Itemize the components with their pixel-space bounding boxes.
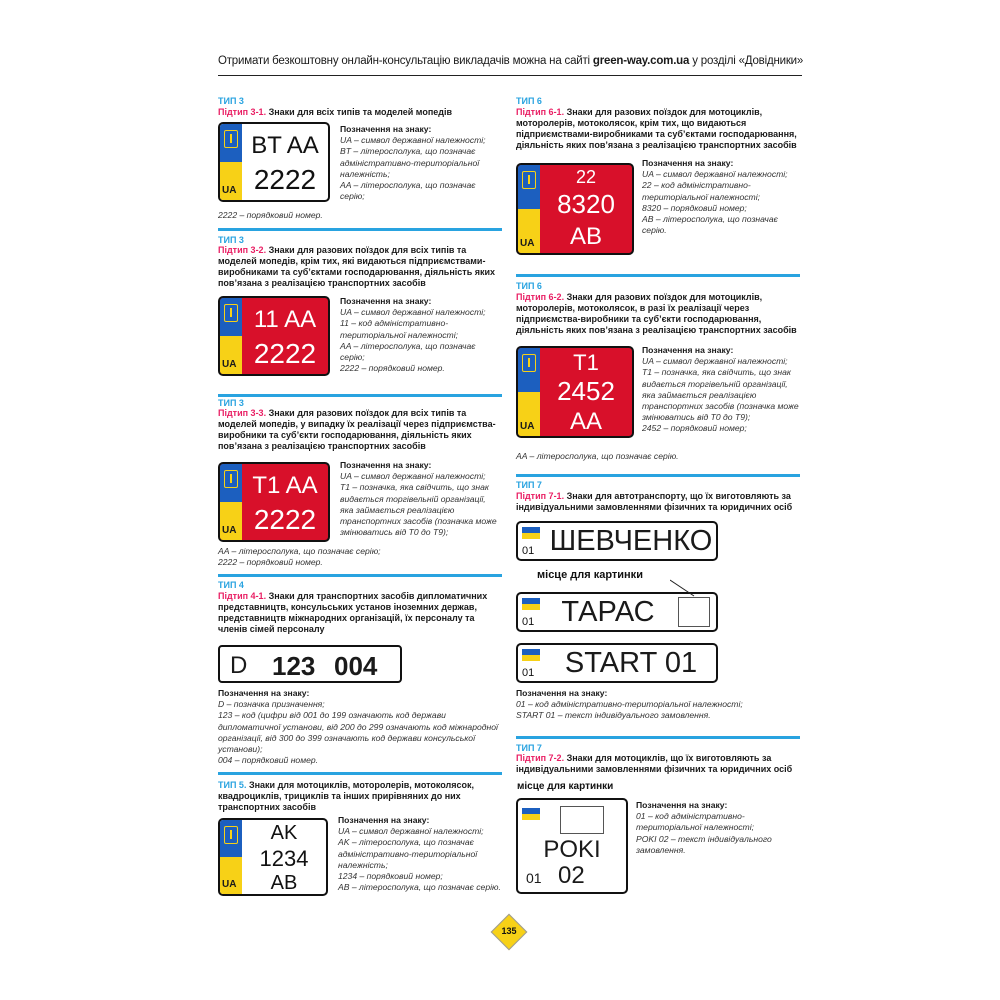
subtype-number: Підтип 4-1.: [218, 591, 267, 601]
section-tag: ТИП 6: [516, 96, 542, 106]
subtype-title: [218, 591, 503, 635]
subtype-title: [218, 408, 503, 452]
moto-plate: [516, 163, 634, 255]
plate-description: [340, 460, 500, 538]
plate-prefix: D: [230, 652, 248, 679]
subtype-number: Підтип 6-1.: [516, 107, 565, 117]
image-placeholder-label: місце для картинки: [517, 781, 614, 792]
trident-icon: [224, 470, 238, 488]
image-placeholder-label: місце для картинки: [537, 569, 643, 581]
subtype-text: Знаки для разових поїздок для всіх типів та моделей мопедів, крім тих, які видаються підприємствами-виробниками та суб’єктами господарювання, діяльність яких пов’язана з реалізацією транспортних засобів: [218, 245, 496, 288]
subtype-text: Знаки для разових поїздок для мотоциклів, моторолерів, мотоколясок, крім тих, що видаються підприємствами-виробниками та суб’єктами господарювання, діяльність яких пов’язана з реалізацією транспортних засобів: [516, 107, 797, 150]
desc-item: 01 – код адміністративно-територіальної належності;: [636, 811, 754, 833]
desc-item: UA – символ державної належності;: [338, 826, 484, 837]
plate-ua: UA: [222, 879, 237, 890]
image-placeholder: [560, 806, 604, 834]
desc-note: 2222 – порядковий номер.: [218, 210, 323, 220]
custom-plate: [516, 643, 718, 683]
plate-description: [516, 688, 801, 722]
plate-description: [636, 800, 801, 856]
section-divider: [218, 574, 502, 577]
subtype-text: Знаки для разових поїздок для мотоциклів, моторолерів, мотоколясок, в разі їх реалізації через підприємства-виробники та суб’єкти господарювання, діяльність яких пов’язана з реалізацією транспортних засобів: [516, 292, 797, 335]
desc-item: 11 – код адміністративно-територіальної належності;: [340, 318, 458, 340]
header-prefix: Отримати безкоштовну онлайн-консультацію викладачів можна на сайті: [218, 55, 593, 67]
plate-code: 01: [522, 545, 535, 557]
image-placeholder: [678, 597, 710, 627]
trident-icon: [224, 130, 238, 148]
subtype-title: [516, 491, 801, 513]
section-tag: ТИП 5.: [218, 780, 247, 790]
desc-item: BT – літеросполука, що позначає адміністративно-територіальної належність;: [340, 146, 480, 179]
desc-item: UA – символ державної належності;: [642, 356, 788, 367]
plate-description: [338, 815, 503, 893]
trident-icon: [224, 826, 238, 844]
subtype-number: Підтип 6-2.: [516, 292, 565, 302]
section-tag: ТИП 3: [218, 398, 244, 408]
section-divider: [218, 394, 502, 397]
ukraine-flag: [522, 527, 540, 539]
plate-line-2: 2222: [253, 164, 317, 195]
page-header: [218, 52, 802, 76]
plate-code: 01: [526, 870, 542, 886]
desc-item: 004 – порядковий номер.: [218, 755, 319, 766]
section-divider: [516, 274, 800, 277]
desc-heading: Позначення на знаку:: [642, 158, 734, 168]
plate-text: ТАРАС: [561, 596, 655, 628]
subtype-number: Підтип 3-3.: [218, 408, 267, 418]
section-tag: ТИП 7: [516, 743, 542, 753]
desc-item: T1 – позначка, яка свідчить, що знак видається торгівельній організації, яка займається реалізацією транспортних засобів (позначка може змінюватись від T0 до T9);: [340, 482, 497, 538]
pointer-line: [670, 578, 700, 598]
desc-heading: Позначення на знаку:: [636, 800, 728, 810]
section-tag: ТИП 3: [218, 96, 244, 106]
desc-item: AA – літеросполука, що позначає серію;: [340, 180, 476, 202]
page-number-text: 135: [501, 926, 517, 936]
plate-ua: UA: [222, 525, 237, 536]
subtype-text: Знаки для автотранспорту, що їх виготовляють за індивідуальними замовленнями фізичних та юридичних осіб: [516, 491, 793, 512]
subtype-title: [516, 107, 801, 151]
subtype-title: [218, 107, 503, 118]
page-number: [489, 919, 529, 945]
plate-line-1: AK: [270, 822, 298, 844]
desc-heading: Позначення на знаку:: [340, 124, 432, 134]
desc-heading: Позначення на знаку:: [516, 688, 608, 698]
desc-item: START 01 – текст індивідуального замовлення.: [516, 710, 711, 721]
plate-line-2: 2452: [557, 376, 615, 406]
license-plate: [218, 296, 330, 376]
section-divider: [218, 228, 502, 231]
plate-text: START 01: [564, 647, 698, 679]
plate-text: ШЕВЧЕНКО: [549, 525, 713, 557]
desc-note: AA – літеросполука, що позначає серію.: [516, 451, 679, 461]
subtype-number: Підтип 3-2.: [218, 245, 267, 255]
trident-icon: [224, 304, 238, 322]
subtype-number: Підтип 7-2.: [516, 753, 565, 763]
plate-description: [340, 124, 500, 202]
desc-item: 22 – код адміністративно-територіальної належності;: [642, 180, 760, 202]
plate-line-1: T1 AA: [252, 472, 318, 499]
custom-plate: [516, 521, 718, 561]
subtype-title: [516, 292, 801, 336]
diplomatic-plate: [218, 645, 402, 683]
section-tag: ТИП 4: [218, 580, 244, 590]
plate-line-1: T1: [573, 350, 599, 375]
plate-line-3: AA: [569, 408, 602, 435]
desc-item: UA – символ державної належності;: [340, 135, 486, 146]
desc-heading: Позначення на знаку:: [642, 345, 734, 355]
desc-item: UA – символ державної належності;: [340, 471, 486, 482]
desc-item: 2222 – порядковий номер.: [340, 363, 445, 374]
plate-line-2: 02: [558, 862, 585, 889]
section-divider: [218, 772, 502, 775]
desc-heading: Позначення на знаку:: [340, 460, 432, 470]
plate-line-2: 2222: [253, 338, 317, 369]
plate-ua: UA: [222, 185, 237, 196]
moto-custom-plate: [516, 798, 628, 894]
section-divider: [516, 474, 800, 477]
subtype-text: Знаки для транспортних засобів дипломатичних представництв, консульських установ іноземних держав, представництв міжнародних організацій, їх персоналу та членів сімей персоналу: [218, 591, 488, 634]
desc-item: UA – символ державної належності;: [340, 307, 486, 318]
subtype-text: Знаки для мотоциклів, що їх виготовляють за індивідуальними замовленнями фізичних та юридичних осіб: [516, 753, 793, 774]
desc-item: UA – символ державної належності;: [642, 169, 788, 180]
plate-line-1: 11 AA: [253, 306, 317, 333]
desc-item: AA – літеросполука, що позначає серію;: [340, 340, 476, 363]
custom-plate: [516, 592, 718, 632]
plate-description: [642, 158, 802, 236]
plate-line-1: BT AA: [251, 132, 319, 159]
plate-number: 004: [334, 651, 378, 681]
header-site: green-way.com.ua: [592, 55, 690, 67]
desc-heading: Позначення на знаку:: [338, 815, 430, 825]
desc-item: 1234 – порядковий номер;: [338, 871, 443, 882]
plate-line-2: 1234: [259, 846, 309, 871]
plate-description: [642, 345, 802, 435]
plate-description: [340, 296, 500, 374]
desc-item: 8320 – порядковий номер;: [642, 202, 747, 213]
desc-item: AB – літеросполука, що позначає серію.: [642, 214, 778, 236]
plate-ua: UA: [520, 421, 535, 432]
subtype-number: Підтип 3-1.: [218, 107, 267, 117]
subtype-text: Знаки для разових поїздок для всіх типів та моделей мопедів, у випадку їх реалізації через підприємства-виробники та суб’єкти господарювання, діяльність яких пов’язана з реалізацією транспортних засобів: [218, 408, 496, 451]
plate-code: 01: [522, 616, 535, 628]
subtype-title: [516, 753, 801, 775]
desc-item: AB – літеросполука, що позначає серію.: [338, 882, 501, 893]
plate-line-2: 2222: [253, 504, 317, 535]
subtype-text: Знаки для всіх типів та моделей мопедів: [266, 107, 453, 117]
plate-line-1: POKI: [543, 836, 601, 863]
header-suffix: у розділі «Довідники»: [689, 55, 804, 67]
section-divider: [516, 736, 800, 739]
desc-item: POKI 02 – текст індивідуального замовлення.: [636, 833, 772, 855]
plate-ua: UA: [520, 238, 535, 249]
desc-item: D – позначка призначення;: [218, 699, 325, 710]
trident-icon: [522, 171, 536, 189]
desc-heading: Позначення на знаку:: [218, 688, 310, 698]
desc-heading: Позначення на знаку:: [340, 296, 432, 306]
plate-code: 01: [522, 667, 535, 679]
moto-plate: [516, 346, 634, 438]
license-plate: [218, 122, 330, 202]
plate-line-3: AB: [270, 872, 298, 894]
subtype-number: Підтип 7-1.: [516, 491, 565, 501]
desc-item: 01 – код адміністративно-територіальної належності;: [516, 699, 743, 710]
section-tag: ТИП 6: [516, 281, 542, 291]
plate-line-2: 8320: [557, 189, 615, 219]
section-tag: ТИП 3: [218, 235, 244, 245]
section-tag: ТИП 7: [516, 480, 542, 490]
plate-code: 123: [272, 651, 316, 681]
trident-icon: [522, 354, 536, 372]
desc-item: T1 – позначка, яка свідчить, що знак видається торгівельній організації, яка займається реалізацією транспортних засобів (позначка може змінюватись від T0 до T9);: [642, 367, 799, 423]
desc-item: AK – літеросполука, що позначає адміністративно-територіальної належність;: [338, 837, 478, 870]
desc-item: 2452 – порядковий номер;: [642, 423, 747, 434]
license-plate: [218, 462, 330, 542]
moto-plate: [218, 818, 328, 896]
ukraine-flag: [522, 808, 540, 820]
subtype-text: Знаки для мотоциклів, моторолерів, мотоколясок, квадроциклів, трициклів та інших прирівняних до них транспортних засобів: [218, 780, 475, 812]
plate-ua: UA: [222, 359, 237, 370]
ukraine-flag: [522, 649, 540, 661]
desc-note: [218, 546, 502, 568]
plate-description: [218, 688, 503, 766]
plate-line-3: AB: [569, 223, 602, 250]
subtype-title: [218, 780, 503, 813]
plate-line-1: 22: [575, 167, 597, 187]
desc-item: 2222 – порядковий номер.: [218, 557, 323, 568]
ukraine-flag: [522, 598, 540, 610]
desc-item: AA – літеросполука, що позначає серію;: [218, 546, 381, 556]
subtype-title: [218, 245, 503, 289]
desc-item: 123 – код (цифри від 001 до 199 означають код держави дипломатичної установи, від 200 до 299 означають код міжнародної організації, від 300 до 399 означають код держави консульської установи);: [218, 710, 498, 755]
